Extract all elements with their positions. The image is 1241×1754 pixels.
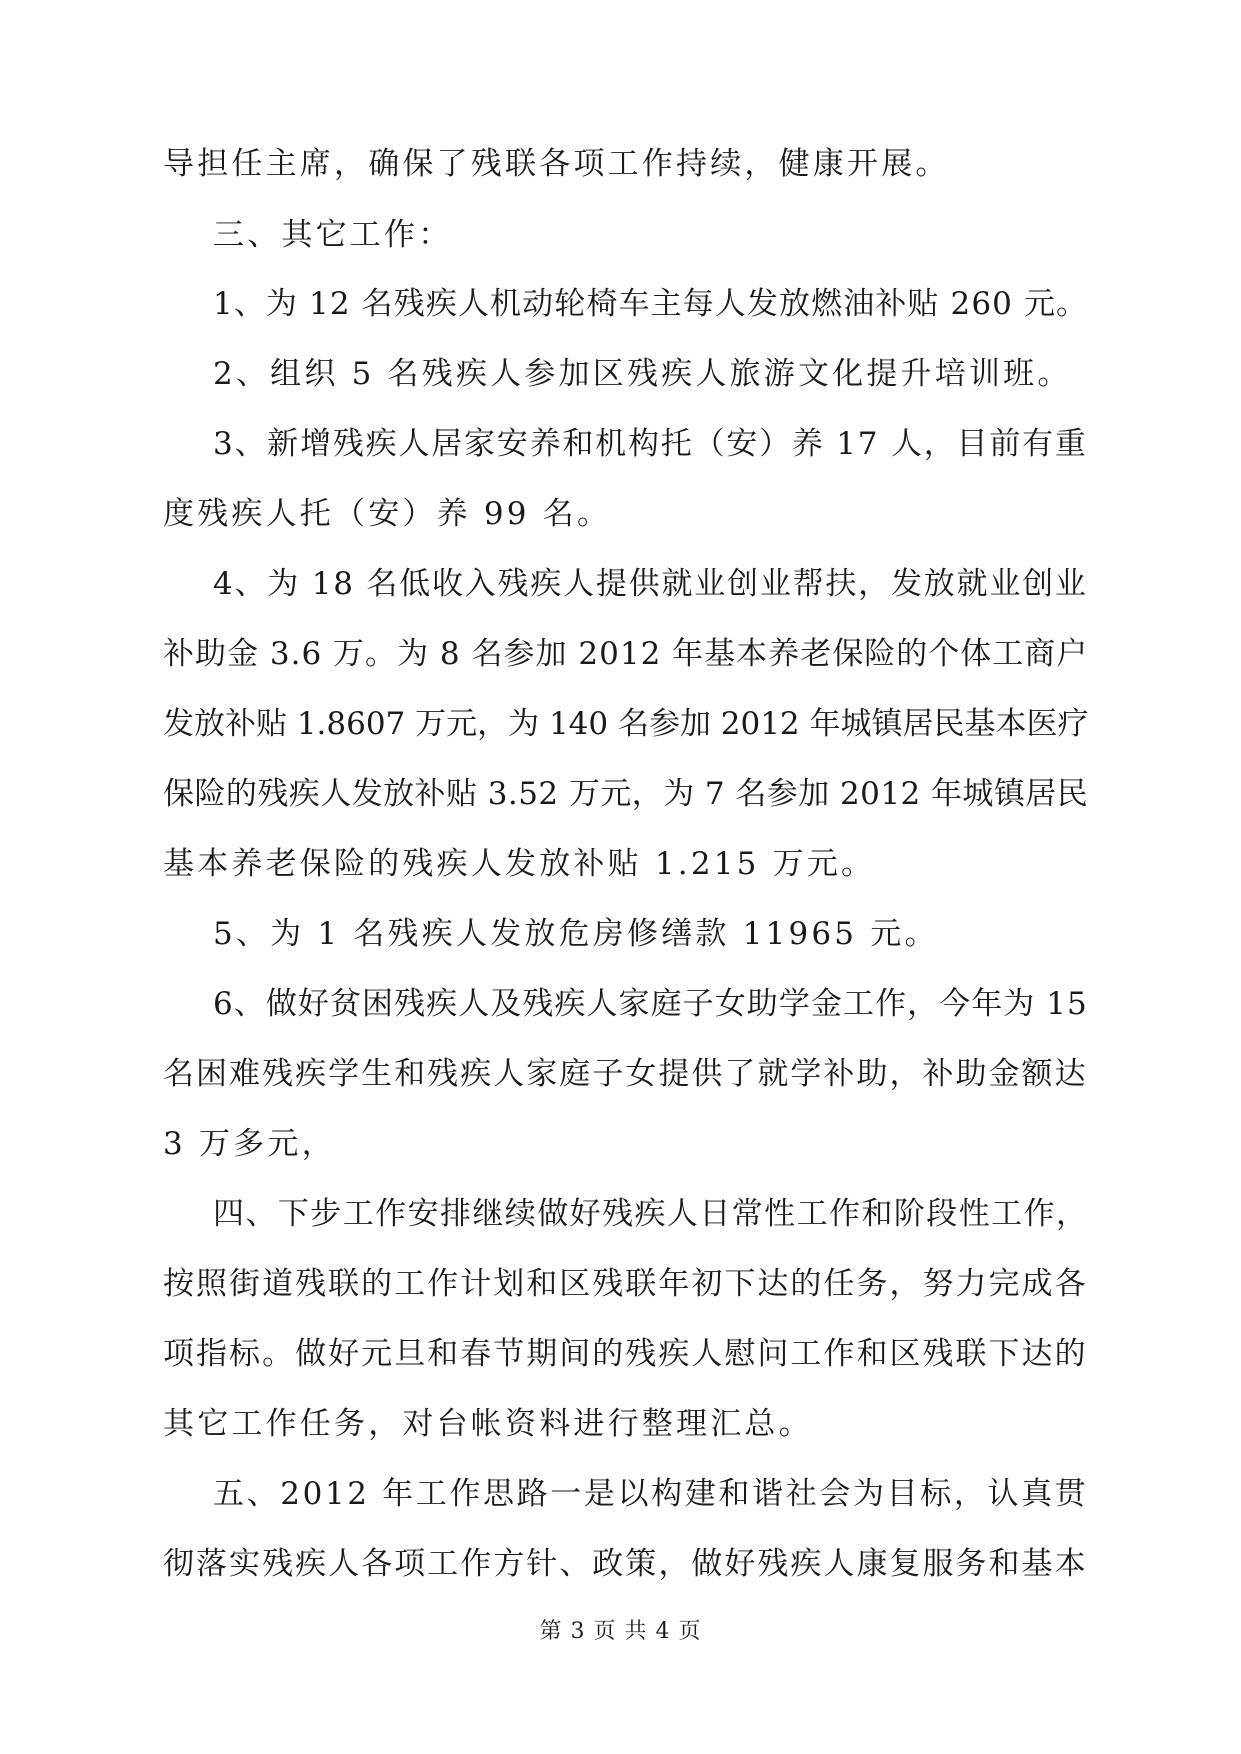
text-line: 发放补贴 1.8607 万元，为 140 名参加 2012 年城镇居民基本医疗 bbox=[163, 706, 1089, 742]
text-line: 基本养老保险的残疾人发放补贴 1.215 万元。 bbox=[163, 846, 876, 882]
text-line: 彻落实残疾人各项工作方针、政策，做好残疾人康复服务和基本 bbox=[163, 1546, 1088, 1582]
list-item: 5、为 1 名残疾人发放危房修缮款 11965 元。 bbox=[213, 916, 939, 952]
section-heading: 五、2012 年工作思路一是以构建和谐社会为目标，认真贯 bbox=[213, 1476, 1089, 1512]
list-item: 1、为 12 名残疾人机动轮椅车主每人发放燃油补贴 260 元。 bbox=[213, 286, 1089, 322]
list-item: 4、为 18 名低收入残疾人提供就业创业帮扶，发放就业创业 bbox=[213, 566, 1088, 602]
section-heading: 三、其它工作： bbox=[213, 217, 453, 253]
section-heading: 四、下步工作安排继续做好残疾人日常性工作和阶段性工作， bbox=[213, 1196, 1089, 1232]
text-line: 其它工作任务，对台帐资料进行整理汇总。 bbox=[163, 1406, 813, 1442]
list-item: 2、组织 5 名残疾人参加区残疾人旅游文化提升培训班。 bbox=[213, 356, 1072, 392]
text-line: 3 万多元， bbox=[163, 1126, 336, 1162]
page-footer: 第 3 页 共 4 页 bbox=[539, 1619, 702, 1644]
text-line: 导担任主席，确保了残联各项工作持续，健康开展。 bbox=[163, 146, 950, 182]
text-line: 按照街道残联的工作计划和区残联年初下达的任务，努力完成各 bbox=[163, 1266, 1088, 1302]
text-line: 项指标。做好元旦和春节期间的残疾人慰问工作和区残联下达的 bbox=[163, 1336, 1088, 1372]
list-item: 6、做好贫困残疾人及残疾人家庭子女助学金工作，今年为 15 bbox=[213, 986, 1088, 1022]
text-line: 名困难残疾学生和残疾人家庭子女提供了就学补助，补助金额达 bbox=[163, 1056, 1088, 1092]
text-line: 保险的残疾人发放补贴 3.52 万元，为 7 名参加 2012 年城镇居民 bbox=[163, 776, 1089, 812]
text-line: 度残疾人托（安）养 99 名。 bbox=[163, 496, 612, 532]
text-line: 补助金 3.6 万。为 8 名参加 2012 年基本养老保险的个体工商户 bbox=[163, 636, 1089, 672]
list-item: 3、新增残疾人居家安养和机构托（安）养 17 人，目前有重 bbox=[213, 426, 1088, 462]
